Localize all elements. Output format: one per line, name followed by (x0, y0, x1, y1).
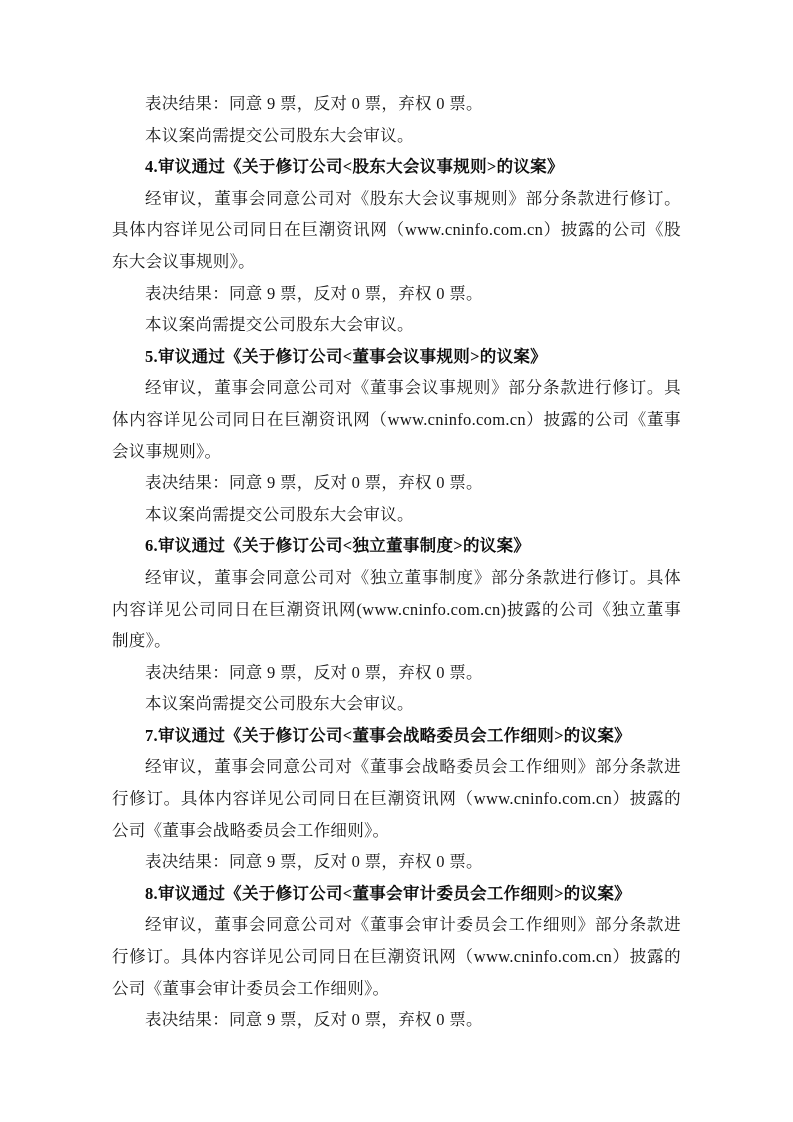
section-body-item-7: 经审议，董事会同意公司对《董事会战略委员会工作细则》部分条款进行修订。具体内容详见公司同日在巨潮资讯网（www.cninfo.com.cn）披露的公司《董事会战略委员会工作细则》。 (112, 757, 681, 840)
section-heading-item-4: 4.审议通过《关于修订公司<股东大会议事规则>的议案》 (145, 157, 564, 177)
section-heading-item-6: 6.审议通过《关于修订公司<独立董事制度>的议案》 (145, 536, 531, 556)
vote-result-line: 表决结果：同意 9 票，反对 0 票，弃权 0 票。 (145, 94, 483, 113)
section-body-item-4: 经审议，董事会同意公司对《股东大会议事规则》部分条款进行修订。具体内容详见公司同日在巨潮资讯网（www.cninfo.com.cn）披露的公司《股东大会议事规则》。 (112, 188, 681, 271)
document-body (112, 88, 681, 1036)
vote-result-line: 表决结果：同意 9 票，反对 0 票，弃权 0 票。 (145, 283, 483, 303)
section-body-item-5: 经审议，董事会同意公司对《董事会议事规则》部分条款进行修订。具体内容详见公司同日在巨潮资讯网（www.cninfo.com.cn）披露的公司《董事会议事规则》。 (112, 378, 681, 461)
vote-result-line: 表决结果：同意 9 票，反对 0 票，弃权 0 票。 (145, 1010, 483, 1030)
submit-notice-line: 本议案尚需提交公司股东大会审议。 (145, 504, 414, 524)
vote-result-line: 表决结果：同意 9 票，反对 0 票，弃权 0 票。 (145, 662, 483, 682)
section-heading-item-8: 8.审议通过《关于修订公司<董事会审计委员会工作细则>的议案》 (145, 883, 631, 903)
submit-notice-line: 本议案尚需提交公司股东大会审议。 (145, 694, 414, 714)
section-heading-item-7: 7.审议通过《关于修订公司<董事会战略委员会工作细则>的议案》 (145, 725, 631, 745)
vote-result-line: 表决结果：同意 9 票，反对 0 票，弃权 0 票。 (145, 473, 483, 493)
section-body-item-6: 经审议，董事会同意公司对《独立董事制度》部分条款进行修订。具体内容详见公司同日在巨潮资讯网(www.cninfo.com.cn)披露的公司《独立董事制度》。 (112, 567, 681, 651)
section-body-item-8: 经审议，董事会同意公司对《董事会审计委员会工作细则》部分条款进行修订。具体内容详见公司同日在巨潮资讯网（www.cninfo.com.cn）披露的公司《董事会审计委员会工作细则》。 (112, 915, 681, 998)
submit-notice-line: 本议案尚需提交公司股东大会审议。 (145, 315, 414, 335)
submit-notice-line: 本议案尚需提交公司股东大会审议。 (145, 125, 414, 145)
vote-result-line: 表决结果：同意 9 票，反对 0 票，弃权 0 票。 (145, 852, 483, 872)
section-heading-item-5: 5.审议通过《关于修订公司<董事会议事规则>的议案》 (145, 346, 547, 366)
